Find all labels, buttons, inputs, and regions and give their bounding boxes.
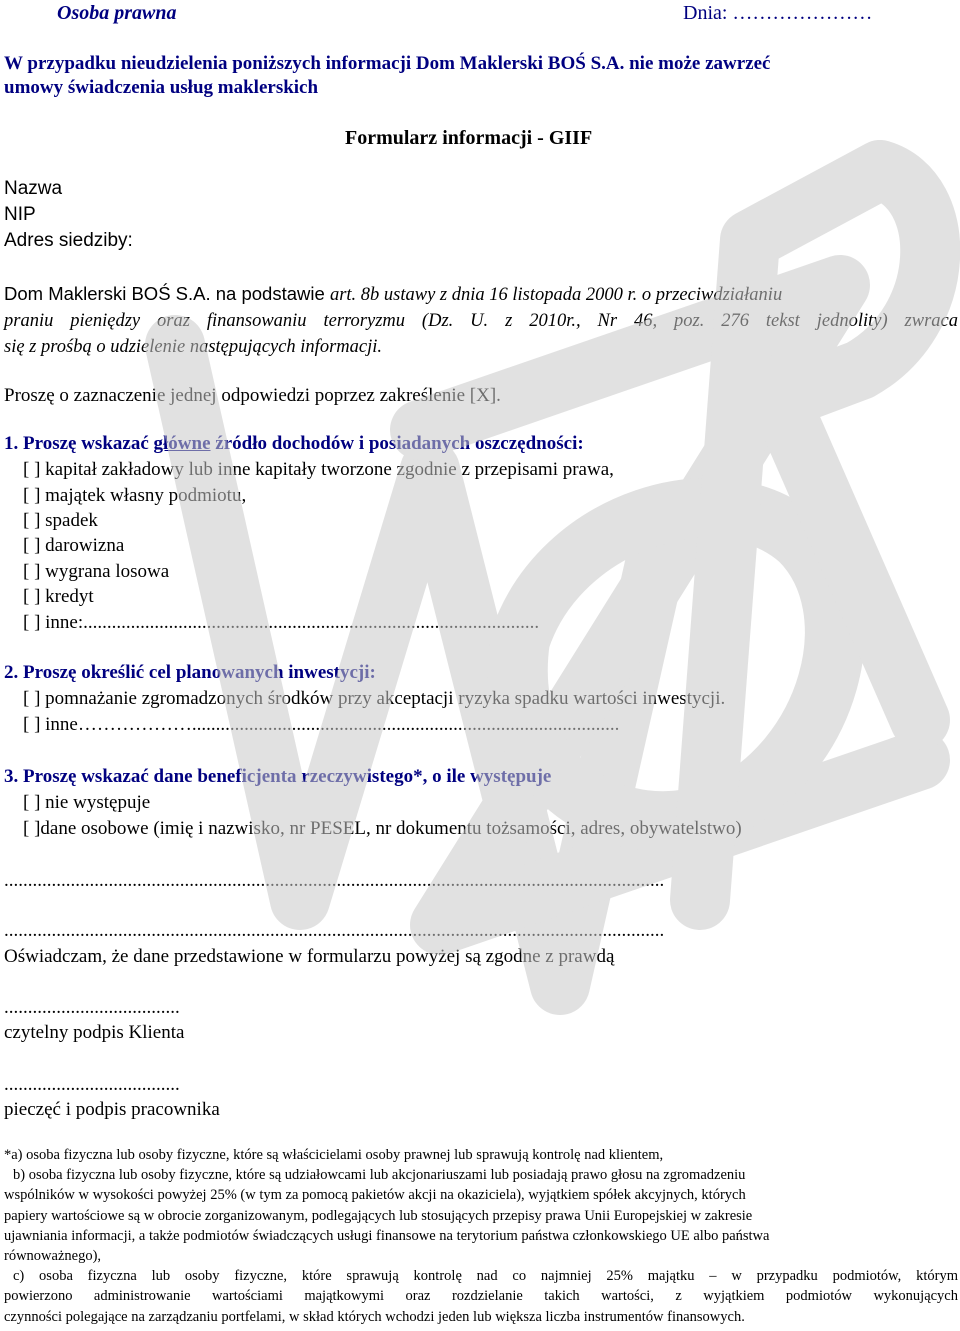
q1-option-credit[interactable]: [ ] kredyt (23, 586, 94, 607)
client-signature-label: czytelny podpis Klienta (4, 1022, 185, 1043)
intro-line-2: praniu pieniędzy oraz finansowaniu terroryzmu (Dz. U. z 2010r., Nr 46, poz. 276 tekst jednolity) zwraca (4, 311, 958, 331)
client-signature-dots[interactable]: ..................................... (4, 997, 180, 1018)
q3-option-personal-data[interactable]: [ ]dane osobowe (imię i nazwisko, nr PESEL, nr dokumentu tożsamości, adres, obywatelstwo) (23, 818, 742, 839)
footnote-b-line-5: równoważnego), (4, 1248, 102, 1265)
q2-option-growth[interactable]: [ ] pomnażanie zgromadzonych środków przy akceptacji ryzyka spadku wartości inwestycji. (23, 688, 726, 709)
footnote-c-line-3: czynności polegające na zarządzaniu portfelami, w skład których wchodzi jeden lub większa liczba instrumentów finansowych. (4, 1308, 745, 1325)
warning-line-1: W przypadku nieudzielenia poniższych informacji Dom Maklerski BOŚ S.A. nie może zawrzeć (4, 53, 771, 74)
intro-line-1-plain: Dom Maklerski BOŚ S.A. na podstawie (4, 283, 330, 304)
footnotes (4, 1145, 958, 1327)
beneficiary-dots-line-2[interactable]: ........................................................................................................................................... (4, 920, 665, 941)
footnote-b-line-4: ujawniania informacji, a także podmiotów świadczących usługi finansowe na terytorium państwa członkowskiego UE albo państwa (4, 1227, 770, 1244)
question-2-title: 2. Proszę określić cel planowanych inwestycji: (4, 662, 376, 683)
entity-type-heading: Osoba prawna (57, 2, 177, 24)
intro-line-1-italic: art. 8b ustawy z dnia 16 listopada 2000 r. o przeciwdziałaniu (329, 285, 783, 305)
intro-paragraph (4, 281, 958, 360)
form-title: Formularz informacji - GIIF (345, 127, 593, 149)
beneficiary-dots-line-1[interactable]: ........................................................................................................................................... (4, 870, 665, 891)
q3-option-none[interactable]: [ ] nie występuje (23, 792, 151, 813)
warning-notice (4, 52, 770, 100)
declaration-text: Oświadczam, że dane przedstawione w formularzu powyżej są zgodne z prawdą (4, 946, 615, 967)
watermark-letter-o (518, 508, 835, 821)
watermark-letter-r (700, 170, 930, 900)
q1-option-share-capital[interactable]: [ ] kapitał zakładowy lub inne kapitały tworzone zgodnie z przepisami prawa, (23, 459, 614, 480)
q1-option-own-assets[interactable]: [ ] majątek własny podmiotu, (23, 485, 247, 506)
q1-option-lottery[interactable]: [ ] wygrana losowa (23, 561, 170, 582)
employee-signature-dots[interactable]: ..................................... (4, 1074, 180, 1095)
q2-option-other[interactable]: [ ] inne……………….......................................................................................... (23, 714, 620, 735)
field-name-label: Nazwa (4, 178, 63, 199)
date-field[interactable]: Dnia: ………………… (683, 2, 873, 24)
field-nip-label: NIP (4, 204, 36, 225)
question-1-suffix: źródło dochodów i posiadanych oszczędności: (210, 433, 584, 454)
footnote-b-line-1: b) osoba fizyczna lub osoby fizyczne, które są udziałowcami lub akcjonariuszami lub posiadają prawo głosu na zgromadzeniu (13, 1167, 746, 1184)
field-address-label: Adres siedziby: (4, 230, 133, 251)
q1-option-inheritance[interactable]: [ ] spadek (23, 510, 98, 531)
footnote-c-line-1: c) osoba fizyczna lub osoby fizyczne, które sprawują kontrolę nad co najmniej 25% majątku – w przypadku podmiotów, którym (13, 1268, 958, 1285)
question-1-prefix: 1. Proszę wskazać (4, 433, 154, 454)
footnote-a: *a) osoba fizyczna lub osoby fizyczne, które są właścicielami osoby prawnej lub sprawują kontrolę nad klientem, (4, 1147, 664, 1163)
warning-line-2: umowy świadczenia usług maklerskich (4, 77, 319, 98)
footnote-b-line-3: papiery wartościowe są w obrocie zorganizowanym, podlegających lub stosujących przepisy prawa Unii Europejskiej w zakresie (4, 1207, 753, 1224)
question-1-title (4, 433, 584, 455)
instruction-text: Proszę o zaznaczenie jednej odpowiedzi poprzez zakreślenie [X]. (4, 385, 501, 406)
q1-option-donation[interactable]: [ ] darowizna (23, 535, 125, 556)
q1-option-other[interactable]: [ ] inne:................................................................................................ (23, 612, 540, 633)
employee-signature-label: pieczęć i podpis pracownika (4, 1099, 220, 1120)
footnote-c-line-2: powierzono administrowanie wartościami majątkowymi oraz rozdzielanie takich wartości, z wyjątkiem podmiotów wykonujących (4, 1288, 958, 1305)
intro-line-3: się z prośbą o udzielenie następujących informacji. (4, 337, 382, 357)
intro-line-1 (4, 281, 958, 308)
question-1-underlined: główne (153, 433, 211, 454)
footnote-b-line-2: wspólników w wysokości powyżej 25% (w tym za pomocą pakietów akcji na okaziciela), wyjątkiem spółek akcyjnych, których (4, 1187, 746, 1204)
question-3-title: 3. Proszę wskazać dane beneficjenta rzeczywistego*, o ile występuje (4, 766, 552, 787)
